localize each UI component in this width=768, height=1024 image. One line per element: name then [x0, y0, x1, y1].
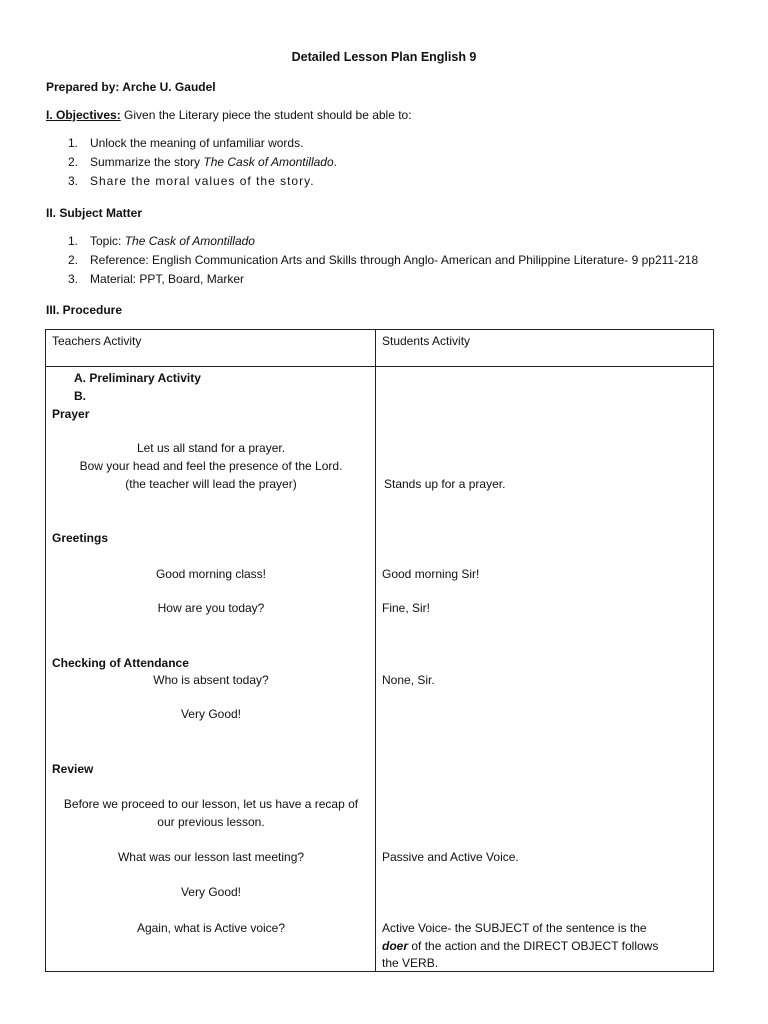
student-line: Active Voice- the SUBJECT of the sentence is the — [382, 921, 647, 935]
procedure-heading: III. Procedure — [46, 303, 123, 317]
item-b: B. — [74, 389, 86, 403]
prayer-heading: Prayer — [52, 407, 90, 421]
student-line-text: of the action and the DIRECT OBJECT follows — [408, 939, 659, 953]
teacher-line: Before we proceed to our lesson, let us have a recap of — [63, 797, 359, 811]
table-header-row — [46, 330, 714, 367]
list-item — [46, 134, 337, 153]
preliminary-activity: A. Preliminary Activity — [74, 371, 201, 385]
objectives-intro: Given the Literary piece the student should be able to: — [124, 108, 412, 122]
prepared-by: Prepared by: Arche U. Gaudel — [46, 80, 216, 94]
story-title: The Cask of Amontillado — [203, 155, 334, 169]
objectives-line — [46, 106, 412, 124]
teacher-activity-cell — [46, 367, 376, 972]
doer-word: doer — [382, 939, 409, 953]
list-item — [46, 153, 337, 172]
teacher-line: What was our lesson last meeting? — [117, 850, 305, 864]
student-line: the VERB. — [382, 956, 439, 970]
list-suffix: . — [333, 155, 338, 169]
student-line — [382, 937, 658, 955]
student-line: Passive and Active Voice. — [382, 850, 519, 864]
review-heading: Review — [52, 762, 94, 776]
list-number: 2. — [68, 155, 79, 169]
story-title: The Cask of Amontillado — [124, 234, 255, 248]
teacher-line: Bow your head and feel the presence of the Lord. — [79, 459, 343, 473]
students-header-text: Students Activity — [382, 334, 471, 348]
greetings-heading: Greetings — [52, 531, 109, 545]
students-column-header — [376, 330, 714, 367]
teacher-line: our previous lesson. — [157, 815, 265, 829]
table-row — [46, 367, 714, 972]
list-number: 1. — [68, 234, 79, 248]
teacher-line: Very Good! — [180, 707, 242, 721]
list-item — [46, 172, 337, 191]
objectives-list — [46, 134, 337, 191]
teacher-line: Let us all stand for a prayer. — [136, 441, 286, 455]
objectives-label: I. Objectives: — [46, 108, 121, 122]
student-line: None, Sir. — [382, 673, 435, 687]
list-text: Share the moral values of the story. — [90, 174, 315, 188]
list-number: 3. — [68, 174, 79, 188]
list-item — [46, 251, 698, 270]
subject-matter-list — [46, 232, 698, 289]
teacher-line: How are you today? — [157, 601, 265, 615]
list-number: 2. — [68, 253, 79, 267]
student-line: Fine, Sir! — [382, 601, 431, 615]
list-text: Material: PPT, Board, Marker — [90, 272, 245, 286]
list-number: 1. — [68, 136, 79, 150]
list-number: 3. — [68, 272, 79, 286]
teacher-line: Who is absent today? — [153, 673, 269, 687]
teacher-line: Very Good! — [180, 885, 242, 899]
list-text: Summarize the story — [90, 155, 204, 169]
teacher-column-header — [46, 330, 376, 367]
list-text: Unlock the meaning of unfamiliar words. — [90, 136, 304, 150]
list-item — [46, 270, 698, 289]
student-line: Good morning Sir! — [382, 567, 480, 581]
teacher-header-text: Teachers Activity — [52, 334, 142, 348]
student-line: Stands up for a prayer. — [384, 477, 506, 491]
list-text: Reference: English Communication Arts and Skills through Anglo- American and Philippine Literature- 9 pp211-218 — [90, 253, 699, 267]
subject-matter-heading: II. Subject Matter — [46, 206, 143, 220]
document-title: Detailed Lesson Plan English 9 — [291, 50, 477, 64]
teacher-line: Again, what is Active voice? — [136, 921, 286, 935]
attendance-heading: Checking of Attendance — [52, 656, 189, 670]
procedure-table — [45, 329, 714, 972]
students-activity-cell — [376, 367, 714, 972]
teacher-line: Good morning class! — [155, 567, 267, 581]
list-item — [46, 232, 698, 251]
teacher-line: (the teacher will lead the prayer) — [125, 477, 297, 491]
list-text: Topic: — [90, 234, 125, 248]
